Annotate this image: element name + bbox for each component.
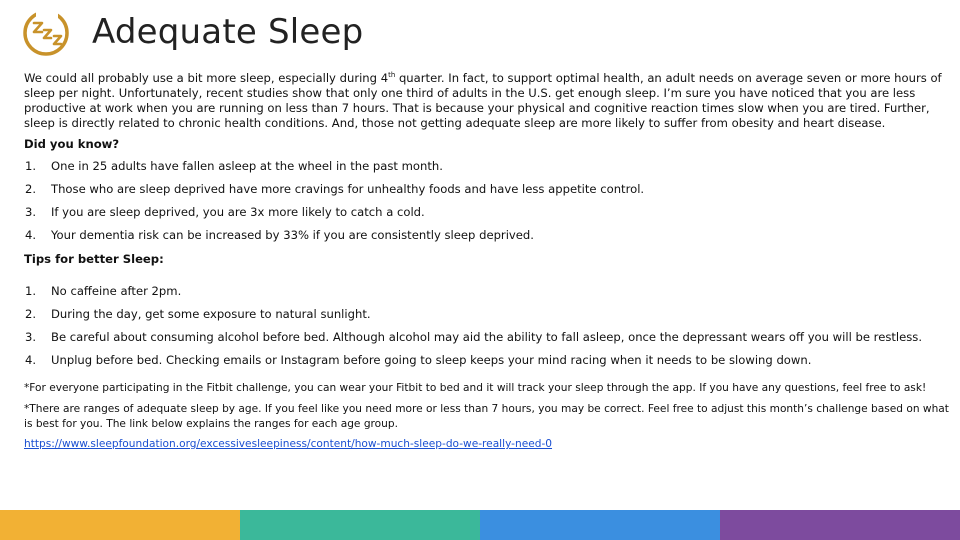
list-item (24, 284, 956, 299)
list-item (24, 353, 956, 368)
list-item (24, 205, 956, 220)
tips-list (24, 284, 956, 368)
footer-segment-blue (480, 510, 720, 540)
fitbit-note: *For everyone participating in the Fitbit challenge, you can wear your Fitbit to bed and it will track your sleep through the app. If you have any questions, feel free to ask! (24, 382, 927, 394)
intro-text-start: We could all probably use a bit more sleep, especially during 4 (24, 71, 389, 85)
list-number: 4. (25, 353, 37, 367)
list-text: Unplug before bed. Checking emails or Instagram before going to sleep keeps your mind racing when it needs to be slowing down. (51, 353, 812, 367)
list-item (24, 159, 956, 174)
list-number: 4. (25, 228, 37, 242)
list-item (24, 228, 956, 243)
list-text: One in 25 adults have fallen asleep at the wheel in the past month. (51, 159, 443, 173)
list-item (24, 330, 956, 345)
footer-color-bar (0, 510, 960, 540)
sleep-ranges-note: *There are ranges of adequate sleep by age. If you feel like you need more or less than 7 hours, you may be correct. Feel free to adjust this month’s challenge based on what is best for you. The link below explains the ranges for each age group. (24, 403, 949, 430)
list-number: 1. (25, 159, 37, 173)
list-text: No caffeine after 2pm. (51, 284, 182, 298)
list-number: 3. (25, 205, 37, 219)
intro-paragraph (24, 71, 956, 131)
tips-heading: Tips for better Sleep: (24, 252, 164, 266)
did-you-know-heading: Did you know? (24, 137, 120, 151)
main-content (24, 71, 956, 452)
list-text: If you are sleep deprived, you are 3x more likely to catch a cold. (51, 205, 425, 219)
list-number: 3. (25, 330, 37, 344)
list-number: 1. (25, 284, 37, 298)
list-text: Those who are sleep deprived have more cravings for unhealthy foods and have less appetite control. (51, 182, 645, 196)
list-number: 2. (25, 182, 37, 196)
list-text: Be careful about consuming alcohol before bed. Although alcohol may aid the ability to fall asleep, once the depressant wears off you will be restless. (51, 330, 923, 344)
list-text: During the day, get some exposure to natural sunlight. (51, 307, 371, 321)
intro-text-end: quarter. In fact, to support optimal health, an adult needs on average seven or more hours of sleep per night. Unfortunately, recent studies show that only one third of adults in the U.S. get enough sleep. I’m sure you have noticed that you are less productive at work when you are running on less than 7 hours. That is because your physical and cognitive reaction times slow when you are tired. Further, sleep is directly related to chronic health conditions. And, those not getting adequate sleep are more likely to suffer from obesity and heart disease. (24, 71, 942, 130)
list-item (24, 182, 956, 197)
footer-segment-purple (720, 510, 960, 540)
footer-segment-yellow (0, 510, 240, 540)
footer-segment-teal (240, 510, 480, 540)
page-title: Adequate Sleep (92, 12, 364, 52)
intro-superscript: th (388, 71, 396, 80)
list-text: Your dementia risk can be increased by 33% if you are consistently sleep deprived. (51, 228, 534, 242)
footnotes (24, 381, 956, 452)
did-you-know-list (24, 159, 956, 243)
list-item (24, 307, 956, 322)
sleep-zzz-icon (22, 9, 70, 57)
sleep-foundation-link[interactable]: https://www.sleepfoundation.org/excessivesleepiness/content/how-much-sleep-do-we-really-need-0 (24, 438, 553, 450)
list-number: 2. (25, 307, 37, 321)
